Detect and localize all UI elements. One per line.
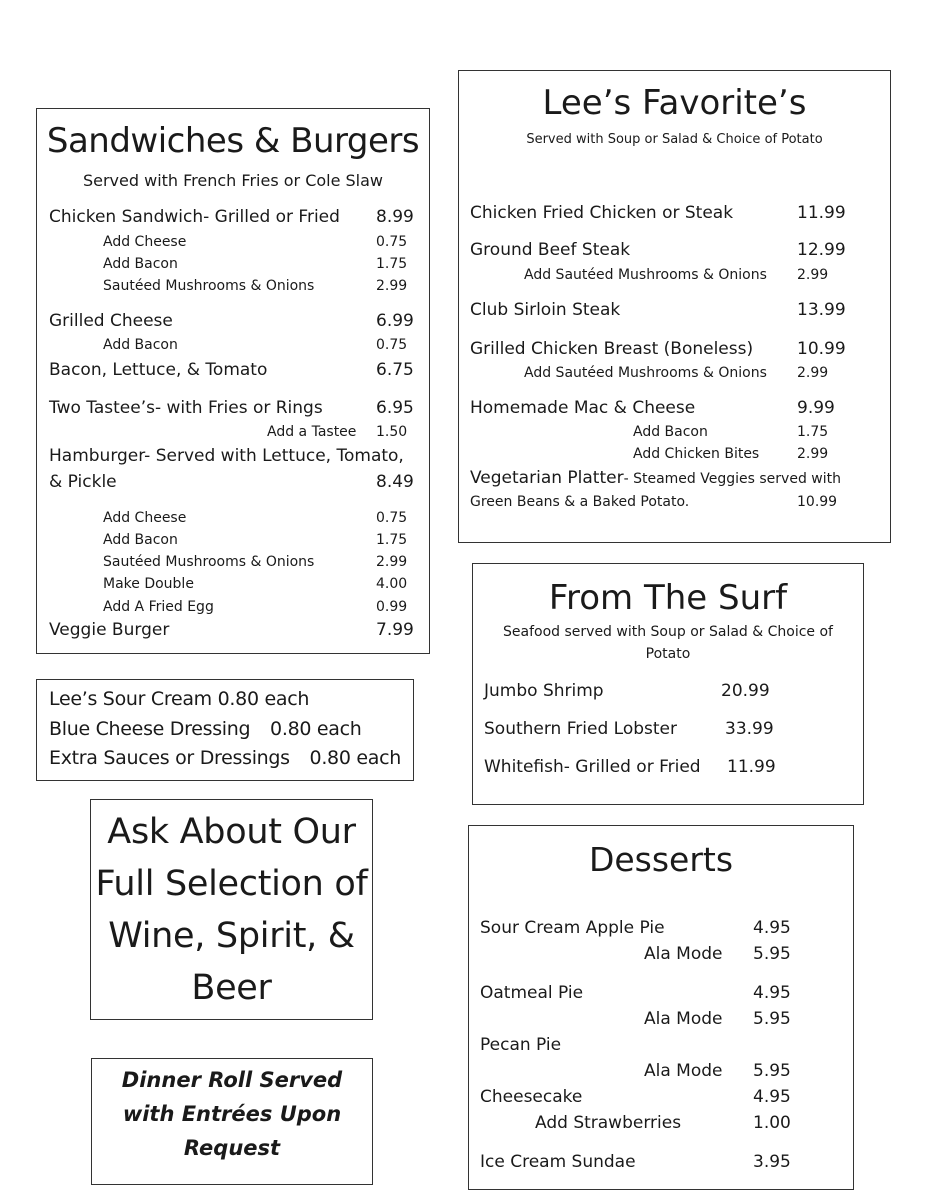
menu-item-description: - Steamed Veggies served with (623, 471, 841, 487)
add-on-price: 4.00 (376, 576, 408, 592)
add-on-name: Ala Mode (644, 1061, 723, 1081)
add-on-price: 1.75 (376, 256, 408, 272)
add-on-price: 5.95 (753, 1009, 791, 1029)
add-on-price: 0.75 (376, 337, 408, 353)
menu-item-price: 33.99 (725, 719, 774, 739)
add-on-price: 1.00 (753, 1113, 791, 1133)
add-on-name: Add Strawberries (535, 1113, 682, 1133)
notice-line: Full Selection of (95, 864, 368, 904)
notice-line: Beer (191, 968, 272, 1008)
menu-item-price: 4.95 (753, 918, 791, 938)
section-subtitle: Served with French Fries or Cole Slaw (82, 171, 384, 190)
menu-item-price: 10.99 (797, 494, 838, 510)
extra-item-price: 0.80 each (309, 747, 401, 769)
add-on-name: Add Sautéed Mushrooms & Onions (524, 365, 767, 381)
menu-item-price: 8.49 (376, 472, 414, 492)
menu-item-price: 11.99 (797, 203, 846, 223)
menu-item-price: 11.99 (727, 757, 776, 777)
section-title: Sandwiches & Burgers (46, 121, 420, 161)
menu-item-price: 9.99 (797, 398, 835, 418)
section-subtitle: Served with Soup or Salad & Choice of Potato (526, 132, 823, 147)
add-on-price: 2.99 (797, 446, 829, 462)
menu-item-price: 3.95 (753, 1152, 791, 1172)
add-on-name: Make Double (103, 576, 194, 592)
menu-item-name: Jumbo Shrimp (484, 681, 604, 701)
menu-item-price: 7.99 (376, 620, 414, 640)
menu-item-name: Oatmeal Pie (480, 983, 584, 1003)
add-on-name: Add Bacon (103, 256, 178, 272)
menu-item-price: 13.99 (797, 300, 846, 320)
menu-item-price: 6.75 (376, 360, 414, 380)
notice-line: Ask About Our (107, 812, 356, 852)
from-the-surf-section (472, 563, 864, 805)
add-on-name: Add Cheese (103, 234, 187, 250)
extra-item (49, 747, 401, 769)
menu-item-name: Club Sirloin Steak (470, 300, 621, 320)
menu-item-price: 8.99 (376, 207, 414, 227)
menu-item-name: & Pickle (49, 472, 117, 492)
menu-item-description: Green Beans & a Baked Potato. (470, 494, 690, 510)
add-on-price: 5.95 (753, 1061, 791, 1081)
add-on-name: Add Chicken Bites (633, 446, 760, 462)
desserts-section (468, 825, 854, 1190)
section-title: From The Surf (548, 578, 788, 618)
extra-item-name: Extra Sauces or Dressings (49, 747, 290, 769)
menu-item-price: 4.95 (753, 1087, 791, 1107)
add-on-price: 2.99 (376, 554, 408, 570)
menu-item-name: Southern Fried Lobster (484, 719, 677, 739)
add-on-name: Add Bacon (103, 532, 178, 548)
menu-item-name: Sour Cream Apple Pie (480, 918, 665, 938)
menu-item-name: Veggie Burger (49, 620, 170, 640)
menu-item-name: Vegetarian Platter (470, 468, 624, 488)
add-on-price: 0.99 (376, 599, 408, 615)
menu-item-name: Whitefish- Grilled or Fried (484, 757, 701, 777)
menu-item-name: Ice Cream Sundae (480, 1152, 636, 1172)
menu-item-name: Chicken Fried Chicken or Steak (470, 203, 734, 223)
extras-section (36, 679, 414, 781)
menu-item-name: Bacon, Lettuce, & Tomato (49, 360, 268, 380)
menu-item-vegetarian (470, 468, 841, 488)
wine-spirits-notice (90, 799, 373, 1020)
extra-item (49, 718, 362, 740)
dinner-roll-notice (91, 1058, 373, 1185)
menu-item-name: Homemade Mac & Cheese (470, 398, 696, 418)
extra-item-price: 0.80 each (217, 688, 310, 710)
add-on-price: 1.50 (376, 424, 408, 440)
add-on-price: 2.99 (797, 267, 829, 283)
menu-item-price: 6.99 (376, 311, 414, 331)
section-title: Lee’s Favorite’s (542, 83, 807, 123)
menu-item-name: Two Tastee’s- with Fries or Rings (49, 398, 323, 418)
notice-line: Request (183, 1136, 281, 1160)
notice-line: Wine, Spirit, & (108, 916, 355, 956)
menu-item-price: 12.99 (797, 240, 846, 260)
add-on-price: 1.75 (797, 424, 829, 440)
add-on-price: 5.95 (753, 944, 791, 964)
add-on-price: 2.99 (797, 365, 829, 381)
add-on-name: Ala Mode (644, 1009, 723, 1029)
section-subtitle: Seafood served with Soup or Salad & Choice of (503, 624, 833, 640)
add-on-price: 0.75 (376, 234, 408, 250)
add-on-price: 1.75 (376, 532, 408, 548)
add-on-price: 2.99 (376, 278, 408, 294)
sandwiches-burgers-section (36, 108, 430, 654)
menu-item-price: 6.95 (376, 398, 414, 418)
add-on-name: Add Bacon (633, 424, 708, 440)
add-on-name: Sautéed Mushrooms & Onions (103, 278, 315, 294)
menu-item-name: Ground Beef Steak (470, 240, 631, 260)
menu-item-price: 4.95 (753, 983, 791, 1003)
menu-item-name: Chicken Sandwich- Grilled or Fried (49, 207, 340, 227)
extra-item-name: Blue Cheese Dressing (49, 718, 251, 740)
section-subtitle: Potato (645, 646, 691, 662)
add-on-name: Add a Tastee (267, 424, 357, 440)
add-on-name: Add Cheese (103, 510, 187, 526)
add-on-name: Add A Fried Egg (103, 599, 214, 615)
extra-item (49, 688, 309, 710)
lees-favorites-section (458, 70, 891, 543)
extra-item-name: Lee’s Sour Cream (49, 688, 212, 710)
add-on-name: Sautéed Mushrooms & Onions (103, 554, 315, 570)
menu-item-name: Grilled Cheese (49, 311, 173, 331)
notice-line: Dinner Roll Served (121, 1068, 343, 1092)
extra-item-price: 0.80 each (270, 718, 362, 740)
menu-item-name: Pecan Pie (480, 1035, 562, 1055)
add-on-price: 0.75 (376, 510, 408, 526)
menu-item-name: Cheesecake (480, 1087, 583, 1107)
add-on-name: Ala Mode (644, 944, 723, 964)
section-title: Desserts (588, 840, 734, 879)
menu-item-name: Hamburger- Served with Lettuce, Tomato, (49, 446, 404, 466)
add-on-name: Add Sautéed Mushrooms & Onions (524, 267, 767, 283)
menu-item-name: Grilled Chicken Breast (Boneless) (470, 339, 754, 359)
menu-item-price: 20.99 (721, 681, 770, 701)
menu-item-price: 10.99 (797, 339, 846, 359)
add-on-name: Add Bacon (103, 337, 178, 353)
notice-line: with Entrées Upon (122, 1102, 342, 1126)
